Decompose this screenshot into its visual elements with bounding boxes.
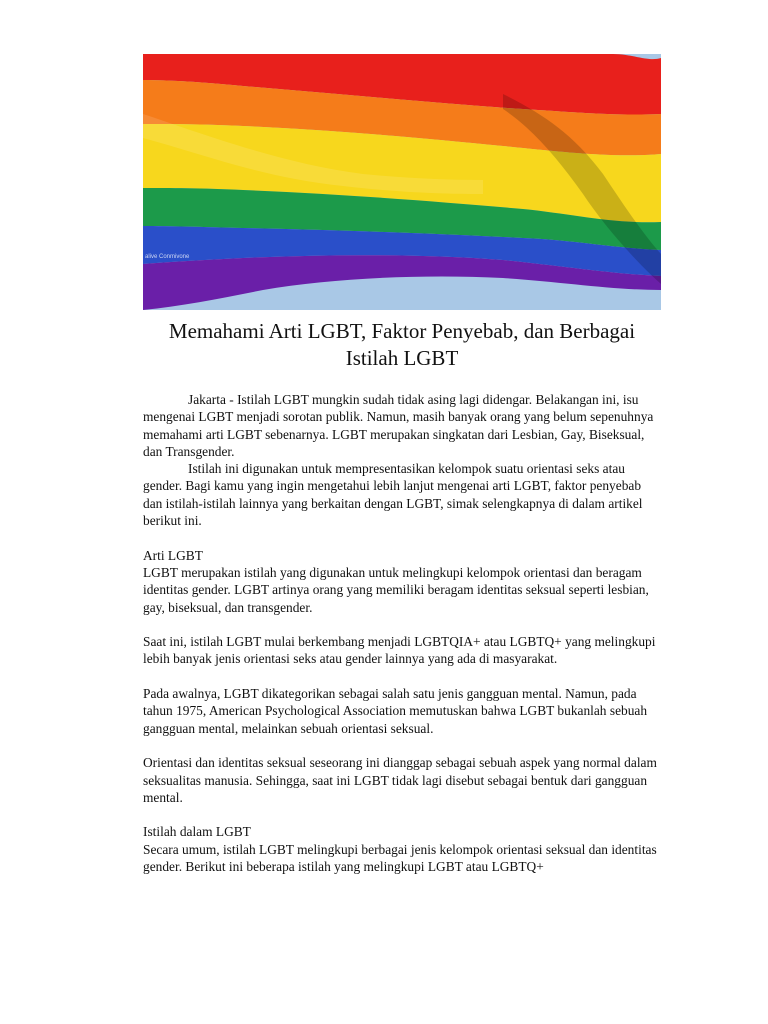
section1-paragraph-2: Saat ini, istilah LGBT mulai berkembang menjadi LGBTQIA+ atau LGBTQ+ yang melingkupi lebih banyak jenis orientasi seks atau gender lainnya yang ada di masyarakat.	[143, 634, 656, 667]
section1-paragraph-3: Pada awalnya, LGBT dikategorikan sebagai salah satu jenis gangguan mental. Namun, pada tahun 1975, American Psychological Association memutuskan bahwa LGBT bukanlah sebuah gangguan mental, melainkan sebuah orientasi seksual.	[143, 686, 648, 736]
section2-paragraph-1: Secara umum, istilah LGBT melingkupi berbagai jenis kelompok orientasi seksual dan identitas gender. Berikut ini beberapa istilah yang melingkupi LGBT atau LGBTQ+	[143, 841, 657, 875]
rainbow-flag-image	[143, 54, 661, 310]
section-heading-arti-lgbt: Arti LGBT	[143, 547, 203, 563]
section-heading-istilah: Istilah dalam LGBT	[143, 824, 251, 840]
intro-paragraph-2: Istilah ini digunakan untuk mempresentasikan kelompok suatu orientasi seks atau gender. Bagi kamu yang ingin mengetahui lebih lanjut mengenai arti LGBT, faktor penyebab dan istilah-istilah lainnya yang berkaitan dengan LGBT, simak selengkapnya di dalam artikel berikut ini.	[143, 461, 643, 529]
rainbow-flag-graphic	[143, 54, 661, 310]
section1-paragraph-4: Orientasi dan identitas seksual seseorang ini dianggap sebagai sebuah aspek yang normal dalam seksualitas manusia. Sehingga, saat ini LGBT tidak lagi disebut sebagai bentuk dari gangguan mental.	[143, 755, 657, 805]
article-title: Memahami Arti LGBT, Faktor Penyebab, dan Berbagai Istilah LGBT	[168, 319, 636, 370]
intro-paragraph-1: Jakarta - Istilah LGBT mungkin sudah tidak asing lagi didengar. Belakangan ini, isu mengenai LGBT menjadi sorotan publik. Namun, masih banyak orang yang belum sepenuhnya memahami arti LGBT sebenarnya. LGBT merupakan singkatan dari Lesbian, Gay, Biseksual, dan Transgender.	[143, 392, 654, 459]
article-body	[143, 391, 663, 875]
image-watermark: alive Conmivone	[145, 254, 190, 260]
section1-paragraph-1: LGBT merupakan istilah yang digunakan untuk melingkupi kelompok orientasi dan beragam identitas gender. LGBT artinya orang yang memiliki beragam identitas seksual seperti lesbian, gay, biseksual, dan transgender.	[143, 564, 649, 615]
